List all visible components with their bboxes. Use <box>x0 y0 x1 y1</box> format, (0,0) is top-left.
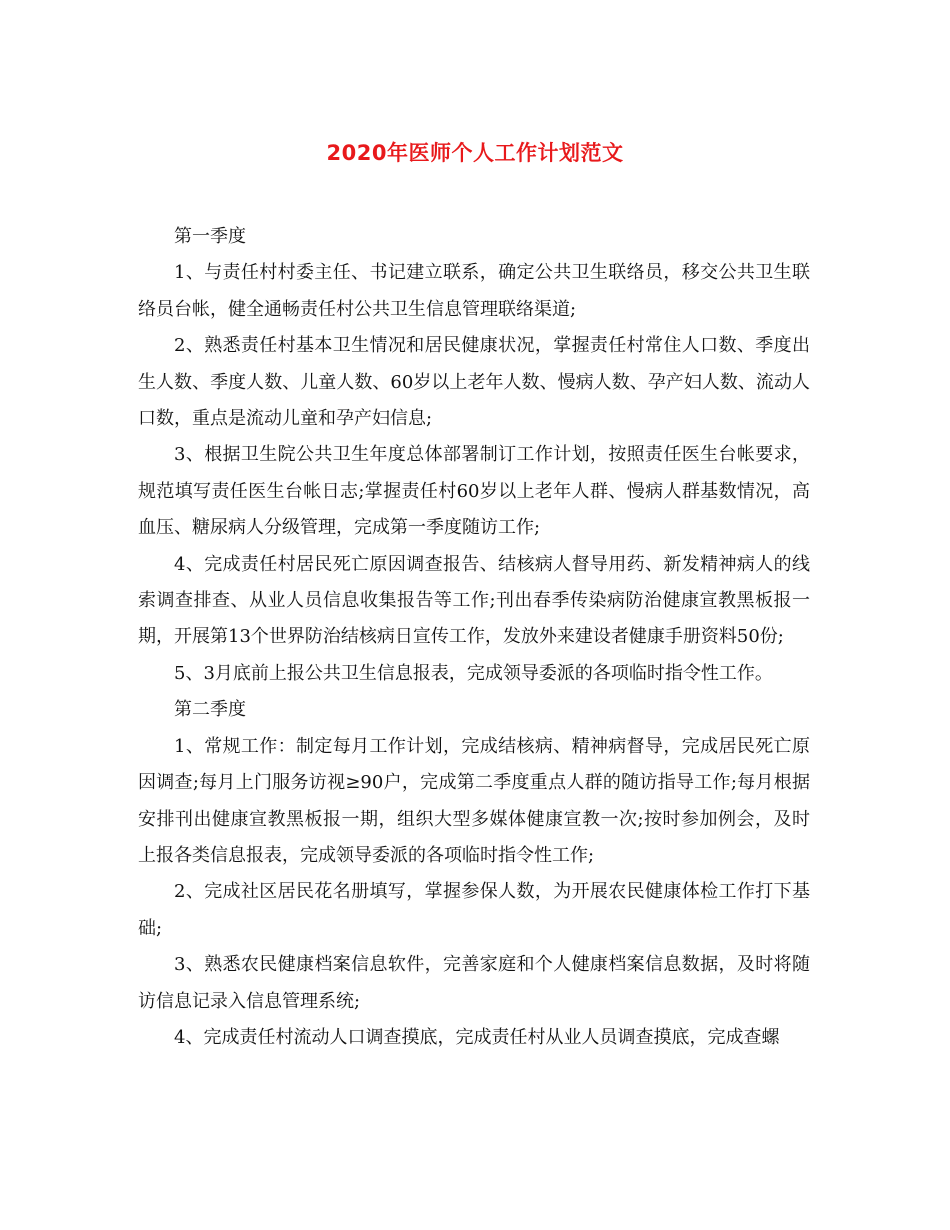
paragraph: 2、熟悉责任村基本卫生情况和居民健康状况，掌握责任村常住人口数、季度出生人数、季度人数、儿童人数、60岁以上老年人数、慢病人数、孕产妇人数、流动人口数，重点是流动儿童和孕产妇信息; <box>138 335 810 430</box>
paragraph: 5、3月底前上报公共卫生信息报表，完成领导委派的各项临时指令性工作。 <box>174 662 773 684</box>
section-heading-q2: 第二季度 <box>174 699 246 721</box>
paragraph: 1、常规工作：制定每月工作计划，完成结核病、精神病督导，完成居民死亡原因调查;每月上门服务访视≥90户，完成第二季度重点人群的随访指导工作;每月根据安排刊出健康宣教黑板报一期，组织大型多媒体健康宣教一次;按时参加例会，及时上报各类信息报表，完成领导委派的各项临时指令性工作; <box>138 735 810 866</box>
paragraph: 3、熟悉农民健康档案信息软件，完善家庭和个人健康档案信息数据，及时将随访信息记录入信息管理系统; <box>138 954 810 1012</box>
paragraph: 2、完成社区居民花名册填写，掌握参保人数，为开展农民健康体检工作打下基础; <box>138 881 810 939</box>
section-heading-q1: 第一季度 <box>174 226 246 247</box>
document-body <box>138 219 810 1056</box>
paragraph: 3、根据卫生院公共卫生年度总体部署制订工作计划，按照责任医生台帐要求，规范填写责任医生台帐日志;掌握责任村60岁以上老年人群、慢病人群基数情况，高血压、糖尿病人分级管理，完成第一季度随访工作; <box>138 444 810 539</box>
paragraph: 4、完成责任村流动人口调查摸底，完成责任村从业人员调查摸底，完成查螺 <box>174 1026 780 1048</box>
paragraph: 1、与责任村村委主任、书记建立联系，确定公共卫生联络员，移交公共卫生联络员台帐，健全通畅责任村公共卫生信息管理联络渠道; <box>138 262 810 320</box>
paragraph: 4、完成责任村居民死亡原因调查报告、结核病人督导用药、新发精神病人的线索调查排查、从业人员信息收集报告等工作;刊出春季传染病防治健康宣教黑板报一期，开展第13个世界防治结核病日宣传工作，发放外来建设者健康手册资料50份; <box>138 553 810 648</box>
document-title: 2020年医师个人工作计划范文 <box>326 141 624 165</box>
